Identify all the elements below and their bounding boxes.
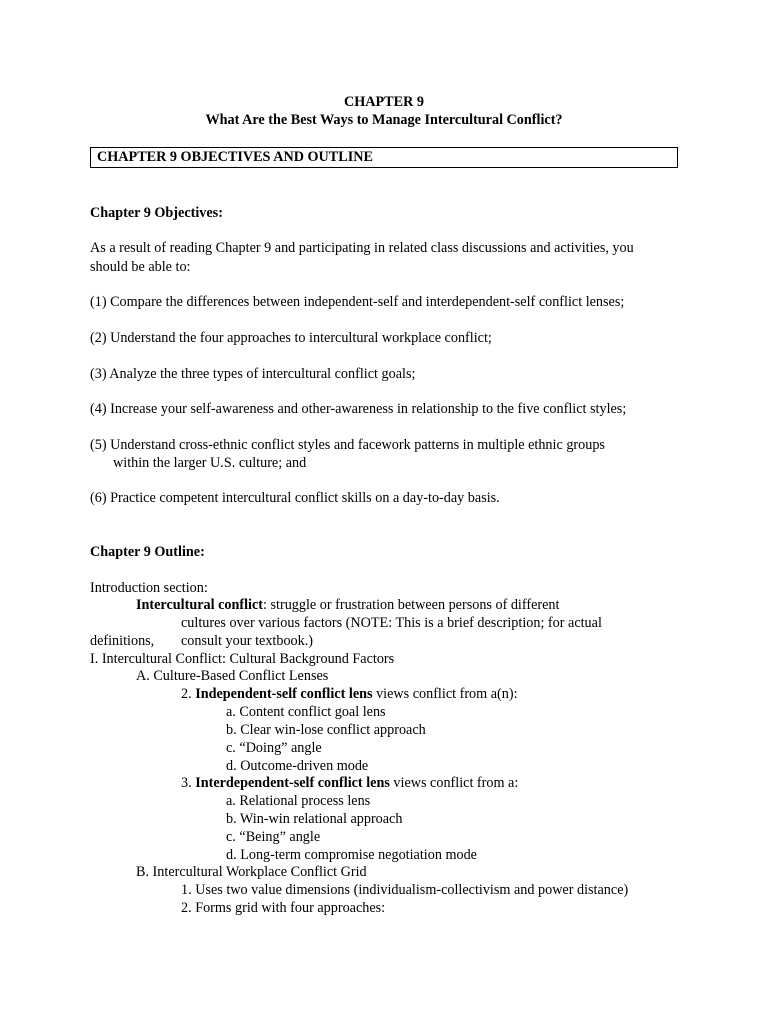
outline-item-2b: b. Clear win-lose conflict approach — [226, 722, 426, 738]
outline-item-2 — [181, 685, 518, 703]
objective-item-2: (2) Understand the four approaches to intercultural workplace conflict; — [90, 330, 492, 346]
outline-item-3c: c. “Being” angle — [226, 829, 321, 845]
definition-line-1 — [136, 596, 559, 614]
objectives-outline-box — [90, 147, 678, 168]
outline-item-3-text: views conflict from a: — [389, 775, 519, 791]
objective-item-4: (4) Increase your self-awareness and other-awareness in relationship to the five conflict styles; — [90, 401, 627, 417]
objective-item-6: (6) Practice competent intercultural conflict skills on a day-to-day basis. — [90, 490, 500, 506]
outline-item-3d: d. Long-term compromise negotiation mode — [226, 847, 477, 863]
box-heading: CHAPTER 9 OBJECTIVES AND OUTLINE — [97, 149, 373, 165]
outline-item-3 — [181, 774, 518, 792]
outline-item-2-term: Independent-self conflict lens — [195, 686, 373, 702]
objective-item-1: (1) Compare the differences between independent-self and interdependent-self conflict lenses; — [90, 294, 625, 310]
objective-item-3: (3) Analyze the three types of intercultural conflict goals; — [90, 366, 416, 382]
definition-line-3-left: definitions, — [90, 633, 155, 649]
outline-section-b: B. Intercultural Workplace Conflict Grid — [136, 864, 367, 880]
outline-item-2a: a. Content conflict goal lens — [226, 704, 386, 720]
outline-heading: Chapter 9 Outline: — [90, 544, 205, 560]
outline-item-3a: a. Relational process lens — [226, 793, 371, 809]
objective-item-5-continued: within the larger U.S. culture; and — [113, 455, 307, 471]
outline-section-i: I. Intercultural Conflict: Cultural Background Factors — [90, 651, 395, 667]
objective-item-5: (5) Understand cross-ethnic conflict styles and facework patterns in multiple ethnic groups — [90, 437, 605, 453]
outline-b-item-2: 2. Forms grid with four approaches: — [181, 900, 386, 916]
objectives-intro-line-2: should be able to: — [90, 259, 191, 275]
outline-item-2-number: 2. — [181, 686, 196, 702]
chapter-title: What Are the Best Ways to Manage Intercultural Conflict? — [205, 112, 563, 128]
introduction-section-label: Introduction section: — [90, 580, 208, 596]
outline-item-3-term: Interdependent-self conflict lens — [195, 775, 390, 791]
definition-term: Intercultural conflict — [136, 597, 264, 613]
objectives-heading: Chapter 9 Objectives: — [90, 205, 223, 221]
outline-item-2c: c. “Doing” angle — [226, 740, 322, 756]
outline-item-2d: d. Outcome-driven mode — [226, 758, 369, 774]
outline-item-3b: b. Win-win relational approach — [226, 811, 403, 827]
definition-line-2: cultures over various factors (NOTE: This is a brief description; for actual — [181, 615, 602, 631]
chapter-number: CHAPTER 9 — [343, 94, 424, 110]
outline-section-a: A. Culture-Based Conflict Lenses — [136, 668, 329, 684]
definition-line-3-right: consult your textbook.) — [181, 633, 314, 649]
outline-item-2-text: views conflict from a(n): — [372, 686, 518, 702]
outline-b-item-1: 1. Uses two value dimensions (individualism-collectivism and power distance) — [181, 882, 629, 898]
definition-text: : struggle or frustration between persons of different — [263, 597, 560, 613]
outline-item-3-number: 3. — [181, 775, 196, 791]
objectives-intro-line-1: As a result of reading Chapter 9 and participating in related class discussions and activities, you — [90, 240, 634, 256]
